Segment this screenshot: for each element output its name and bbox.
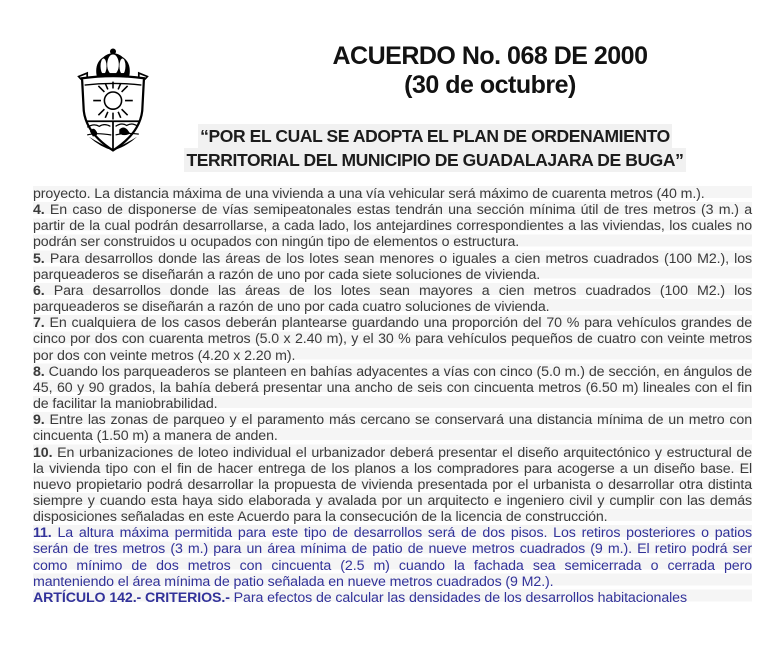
subtitle-line-1: “POR EL CUAL SE ADOPTA EL PLAN DE ORDENAMIENTO <box>200 126 670 146</box>
paragraph-text: Entre las zonas de parqueo y el paramento más cercano se conservará una distancia mínima de un metro con cincuenta (1.50 m) a manera de anden. <box>33 412 752 445</box>
document-title <box>190 42 783 100</box>
item-number: ARTÍCULO 142.- CRITERIOS.- <box>33 589 234 606</box>
item-number: 10. <box>33 444 58 461</box>
paragraph-11 <box>33 525 752 590</box>
paragraph-text: En urbanizaciones de loteo individual el urbanizador deberá presentar el diseño arquitectónico y estructural de la vivienda tipo con el fin de hacer entrega de los planos a los compradores para acogerse a un diseño base. El nuevo propietario podrá desarrollar la propuesta de vivienda presentada por el urbanista o desarrollar otra distinta siempre y cuando esta haya sido elaborada y avalada por un arquitecto e ingeniero civil y cumplir con las demás disposiciones señaladas en este Acuerdo para la consecución de la licencia de construcción. <box>33 444 752 526</box>
paragraph-text: Cuando los parqueaderos se planteen en bahías adyacentes a vías con cinco (5.0 m.) de sección, en ángulos de 45, 60 y 90 grados, la bahía deberá presentar una ancho de seis con cincuenta metros (6.50 m) lineales con el fin de facilitar la maniobrabilidad. <box>33 363 752 413</box>
paragraph-9 <box>33 412 752 444</box>
paragraph-10 <box>33 445 752 526</box>
item-number: 4. <box>33 202 50 219</box>
paragraph-text: Para desarrollos donde las áreas de los lotes sean menores o iguales a cien metros cuadrados (100 M2.), los parqueaderos se diseñarán a razón de uno por cada siete soluciones de vivienda. <box>33 250 752 283</box>
paragraph-ARTCULO142CRITERIOS <box>33 590 752 606</box>
item-number: 9. <box>33 412 50 429</box>
item-number: 11. <box>33 525 58 542</box>
title-line-2: (30 de octubre) <box>404 71 576 99</box>
paragraph-text: proyecto. La distancia máxima de una vivienda a una vía vehicular será máximo de cuarenta metros (40 m.). <box>33 186 705 202</box>
paragraph-text: Para desarrollos donde las áreas de los lotes sean mayores a cien metros cuadrados (100 M2.) los parqueaderos se diseñarán a razón de uno por cada cuatro soluciones de vivienda. <box>33 282 752 316</box>
paragraph-text: En cualquiera de los casos deberán plantearse guardando una proporción del 70 % para vehículos grandes de cinco por dos con cuarenta metros (5.0 x 2.40 m), y el 30 % para vehículos pequeños de cuatro con veinte metros por dos con veinte metros (4.20 x 2.20 m). <box>33 315 752 364</box>
paragraph-text: Para efectos de calcular las densidades de los desarrollos habitacionales <box>233 589 687 606</box>
paragraph-5 <box>33 251 752 283</box>
paragraph-text: La altura máxima permitida para este tipo de desarrollos será de dos pisos. Los retiros posteriores o patios serán de tres metros (3 m.) para un área mínima de patio de nueve metros cuadrados (9 m.). El retiro podrá ser como mínimo de dos metros con cincuenta (2.5 m) cuando la fachada sea semicerrada o cerrada pero manteniendo el área mínima de patio señalada en nueve metros cuadrados (9 M2.). <box>33 525 753 590</box>
title-line-1: ACUERDO No. 068 DE 2000 <box>332 42 648 70</box>
paragraph-8 <box>33 364 752 412</box>
paragraph-7 <box>33 315 752 363</box>
item-number: 5. <box>33 250 50 267</box>
subtitle-line-2: TERRITORIAL DEL MUNICIPIO DE GUADALAJARA DE BUGA” <box>186 150 684 170</box>
item-number: 7. <box>33 315 50 332</box>
paragraph-6 <box>33 283 752 315</box>
document-body <box>33 186 752 606</box>
paragraph-continuation <box>33 186 752 202</box>
item-number: 6. <box>33 282 54 299</box>
item-number: 8. <box>33 363 49 380</box>
paragraph-text: En caso de disponerse de vías semipeatonales estas tendrán una sección mínima útil de tres metros (3 m.) a partir de la cual podrán desarrollarse, a cada lado, los antejardines correspondientes a las viviendas, los cuales no podrán ser construidos u ocupados con ningún tipo de elementos o estructura. <box>33 202 752 251</box>
paragraph-4 <box>33 202 752 250</box>
document-subtitle <box>118 124 752 172</box>
